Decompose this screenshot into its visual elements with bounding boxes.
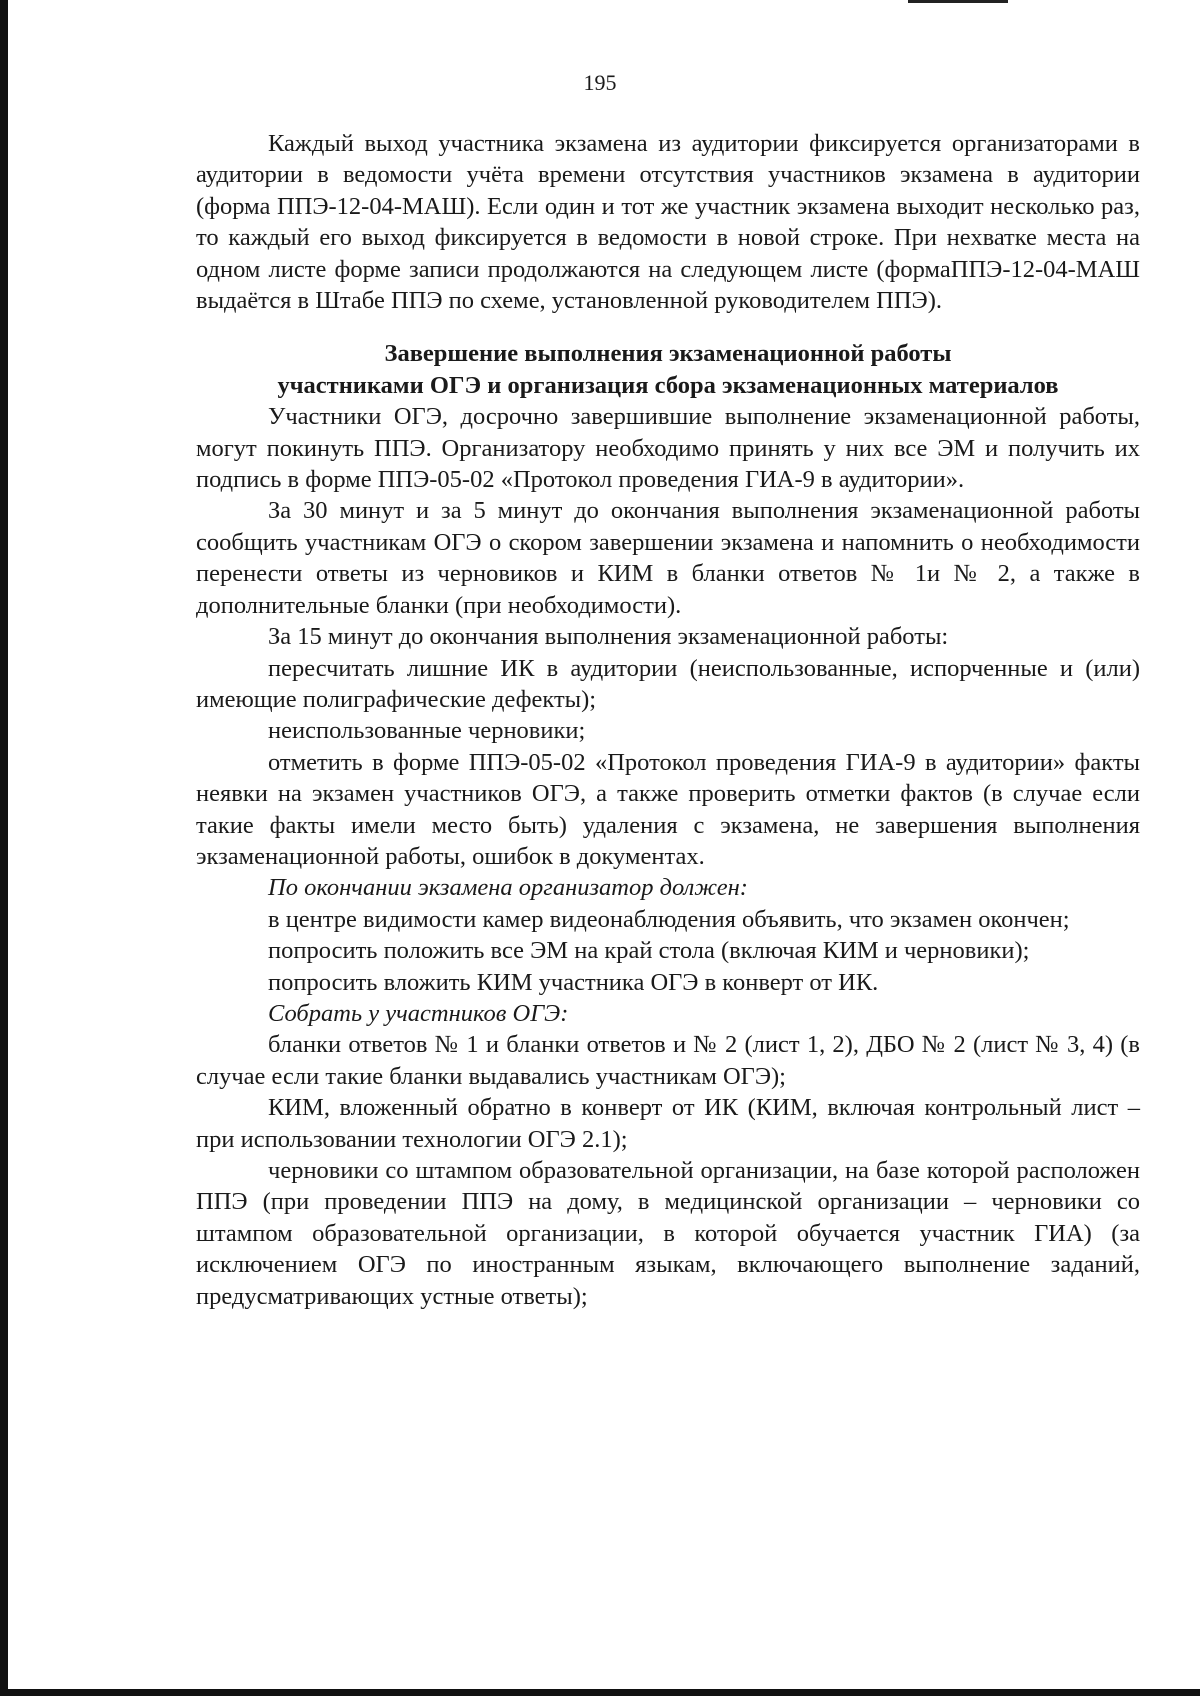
section-heading (196, 338, 1140, 401)
list-item-insert-kim: попросить вложить КИМ участника ОГЭ в конверт от ИК. (268, 968, 879, 996)
paragraph-15-minutes: За 15 минут до окончания выполнения экзаменационной работы: (268, 623, 949, 651)
scan-border-bottom (0, 1689, 1200, 1696)
list-item-kim-envelope: КИМ, вложенный обратно в конверт от ИК (КИМ, включая контрольный лист – при использовании технологии ОГЭ 2.1); (196, 1094, 1140, 1153)
section-heading-line-1: Завершение выполнения экзаменационной работы (384, 340, 952, 368)
list-item-drafts-stamp: черновики со штампом образовательной организации, на базе которой расположен ППЭ (при проведении ППЭ на дому, в медицинской организации – черновики со штампом образовательной организации, в которой обучается участник ГИА) (за исключением ОГЭ по иностранным языкам, включающего выполнение заданий, предусматривающих устные ответы); (196, 1157, 1140, 1310)
page-number: 195 (583, 70, 617, 95)
section-heading-line-2: участниками ОГЭ и организация сбора экзаменационных материалов (277, 371, 1059, 399)
scan-border-left (0, 0, 8, 1690)
paragraph-exit-recording: Каждый выход участника экзамена из аудитории фиксируется организаторами в аудитории в ведомости учёта времени отсутствия участников экзамена в аудитории (форма ППЭ-12-04-МАШ). Если один и тот же участник экзамена выходит несколько раз, то каждый его выход фиксируется в ведомости в новой строке. При нехватке места на одном листе форме записи продолжаются на следующем листе (формаППЭ-12-04-МАШ выдаётся в Штабе ППЭ по схеме, установленной руководителем ППЭ). (196, 130, 1140, 315)
list-item-mark-protocol: отметить в форме ППЭ-05-02 «Протокол проведения ГИА-9 в аудитории» факты неявки на экзамен участников ОГЭ, а также проверить отметки фактов (в случае если такие факты имели место быть) удаления с экзамена, не завершения выполнения экзаменационной работы, ошибок в документах. (196, 748, 1140, 870)
subheading-collect: Собрать у участников ОГЭ: (268, 999, 569, 1027)
scan-mark-top (908, 0, 1008, 3)
list-item-answer-sheets: бланки ответов № 1 и бланки ответов и № 2 (лист 1, 2), ДБО № 2 (лист № 3, 4) (в случае если такие бланки выдавались участникам ОГЭ); (196, 1031, 1140, 1090)
list-item-recount-ik: пересчитать лишние ИК в аудитории (неиспользованные, испорченные и (или) имеющие полиграфические дефекты); (196, 654, 1140, 713)
document-body (196, 128, 1140, 1312)
paragraph-30-5-minutes: За 30 минут и за 5 минут до окончания выполнения экзаменационной работы сообщить участникам ОГЭ о скором завершении экзамена и напомнить о необходимости перенести ответы из черновиков и КИМ в бланки ответов № 1и № 2, а также в дополнительные бланки (при необходимости). (196, 497, 1140, 619)
paragraph-early-finish: Участники ОГЭ, досрочно завершившие выполнение экзаменационной работы, могут покинуть ППЭ. Организатору необходимо принять у них все ЭМ и получить их подпись в форме ППЭ-05-02 «Протокол проведения ГИА-9 в аудитории». (196, 403, 1140, 494)
list-item-put-materials: попросить положить все ЭМ на край стола (включая КИМ и черновики); (268, 937, 1030, 965)
list-item-announce-end: в центре видимости камер видеонаблюдения объявить, что экзамен окончен; (268, 905, 1070, 933)
subheading-after-exam: По окончании экзамена организатор должен: (268, 874, 748, 902)
list-item-unused-drafts: неиспользованные черновики; (268, 717, 586, 745)
